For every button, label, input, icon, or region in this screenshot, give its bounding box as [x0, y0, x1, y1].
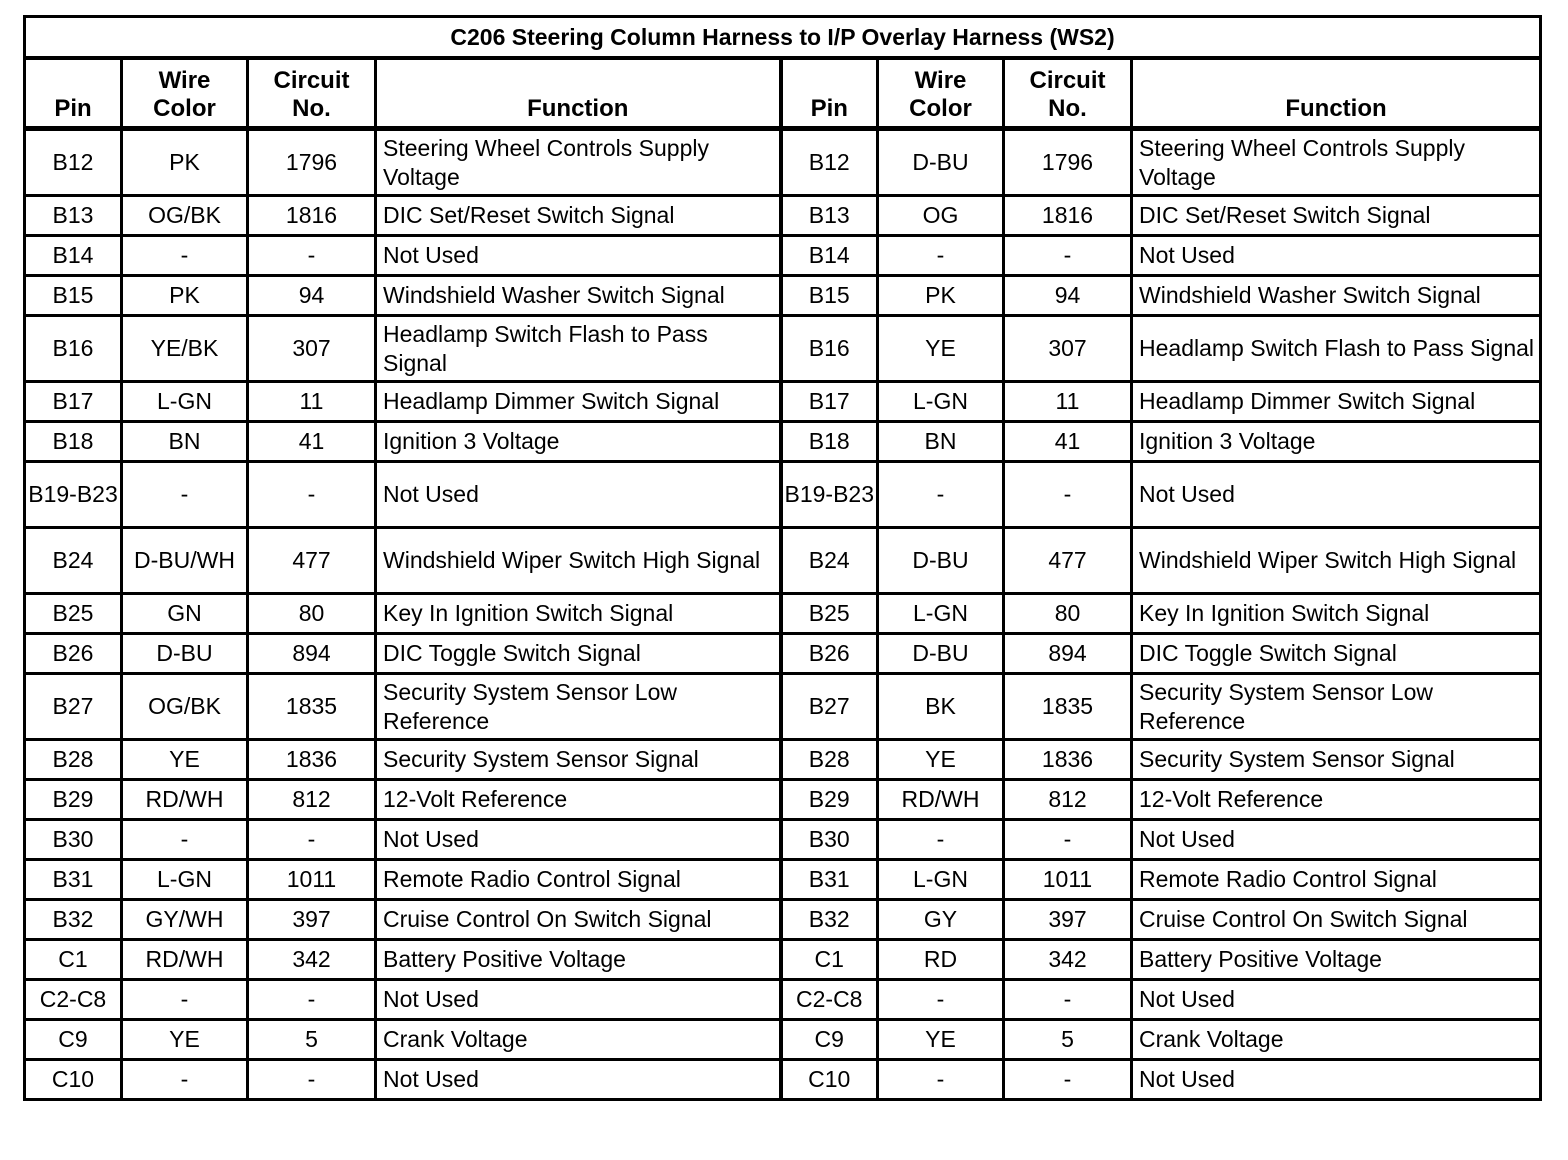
wire-color-cell-right: BK: [878, 674, 1004, 740]
pin-cell-left: B17: [25, 382, 122, 422]
table-row: [25, 276, 1541, 316]
function-cell-right: DIC Set/Reset Switch Signal: [1132, 196, 1541, 236]
circuit-number-cell-left: 80: [248, 594, 376, 634]
function-cell-right: Crank Voltage: [1132, 1020, 1541, 1060]
wire-color-cell-right: L-GN: [878, 860, 1004, 900]
wire-color-cell-right: YE: [878, 1020, 1004, 1060]
circuit-number-cell-right: 1835: [1004, 674, 1132, 740]
function-cell-right: Not Used: [1132, 820, 1541, 860]
pin-cell-right: B28: [781, 740, 878, 780]
table-row: [25, 1020, 1541, 1060]
circuit-number-cell-left: 477: [248, 528, 376, 594]
circuit-number-cell-left: 1816: [248, 196, 376, 236]
pin-cell-left: C2-C8: [25, 980, 122, 1020]
function-cell-left: Not Used: [376, 980, 781, 1020]
wire-color-cell-right: D-BU: [878, 634, 1004, 674]
header-wire-color-left: Wire Color: [122, 58, 248, 129]
wire-color-cell-right: PK: [878, 276, 1004, 316]
pin-cell-right: B26: [781, 634, 878, 674]
circuit-number-cell-right: 477: [1004, 528, 1132, 594]
circuit-number-cell-left: 894: [248, 634, 376, 674]
header-function-right: Function: [1132, 58, 1541, 129]
function-cell-right: Cruise Control On Switch Signal: [1132, 900, 1541, 940]
pin-cell-left: C9: [25, 1020, 122, 1060]
pin-cell-left: B24: [25, 528, 122, 594]
pin-cell-right: B30: [781, 820, 878, 860]
circuit-number-cell-left: 11: [248, 382, 376, 422]
circuit-number-cell-right: -: [1004, 820, 1132, 860]
table-row: [25, 129, 1541, 196]
function-cell-left: Headlamp Switch Flash to Pass Signal: [376, 316, 781, 382]
circuit-number-cell-right: 11: [1004, 382, 1132, 422]
function-cell-right: Headlamp Dimmer Switch Signal: [1132, 382, 1541, 422]
function-cell-left: Cruise Control On Switch Signal: [376, 900, 781, 940]
header-pin-right: Pin: [781, 58, 878, 129]
circuit-number-cell-right: 1796: [1004, 129, 1132, 196]
wire-color-cell-right: GY: [878, 900, 1004, 940]
circuit-number-cell-right: 5: [1004, 1020, 1132, 1060]
header-circuit-left: Circuit No.: [248, 58, 376, 129]
function-cell-left: Headlamp Dimmer Switch Signal: [376, 382, 781, 422]
function-cell-left: Not Used: [376, 820, 781, 860]
pin-cell-left: B32: [25, 900, 122, 940]
circuit-number-cell-left: 1836: [248, 740, 376, 780]
function-cell-left: Ignition 3 Voltage: [376, 422, 781, 462]
wire-color-cell-left: PK: [122, 129, 248, 196]
pin-cell-left: B14: [25, 236, 122, 276]
wire-color-cell-left: L-GN: [122, 860, 248, 900]
table-title: C206 Steering Column Harness to I/P Overlay Harness (WS2): [25, 17, 1541, 59]
wire-color-cell-left: -: [122, 1060, 248, 1100]
table-row: [25, 820, 1541, 860]
circuit-number-cell-right: -: [1004, 462, 1132, 528]
wire-color-cell-right: YE: [878, 740, 1004, 780]
table-row: [25, 740, 1541, 780]
pin-cell-right: B13: [781, 196, 878, 236]
pin-cell-right: B18: [781, 422, 878, 462]
function-cell-left: Battery Positive Voltage: [376, 940, 781, 980]
pin-cell-right: B29: [781, 780, 878, 820]
column-header-row: [25, 58, 1541, 129]
function-cell-left: Security System Sensor Low Reference: [376, 674, 781, 740]
pin-cell-left: B18: [25, 422, 122, 462]
wire-color-cell-right: -: [878, 462, 1004, 528]
function-cell-right: Key In Ignition Switch Signal: [1132, 594, 1541, 634]
table-body: [25, 129, 1541, 1100]
table-row: [25, 980, 1541, 1020]
table-row: [25, 382, 1541, 422]
function-cell-right: Remote Radio Control Signal: [1132, 860, 1541, 900]
circuit-number-cell-right: 80: [1004, 594, 1132, 634]
circuit-number-cell-right: 1011: [1004, 860, 1132, 900]
circuit-number-cell-left: 307: [248, 316, 376, 382]
wire-color-cell-right: OG: [878, 196, 1004, 236]
pin-cell-left: B31: [25, 860, 122, 900]
circuit-number-cell-right: 397: [1004, 900, 1132, 940]
pin-cell-left: B12: [25, 129, 122, 196]
wire-color-cell-right: D-BU: [878, 528, 1004, 594]
pin-cell-left: B13: [25, 196, 122, 236]
pin-cell-right: B32: [781, 900, 878, 940]
pin-cell-left: B30: [25, 820, 122, 860]
table-row: [25, 422, 1541, 462]
pin-cell-right: B25: [781, 594, 878, 634]
table-row: [25, 528, 1541, 594]
pin-cell-right: B16: [781, 316, 878, 382]
table-row: [25, 196, 1541, 236]
wire-color-cell-left: YE: [122, 740, 248, 780]
pin-cell-right: B24: [781, 528, 878, 594]
wire-color-cell-left: YE: [122, 1020, 248, 1060]
circuit-number-cell-left: 94: [248, 276, 376, 316]
wire-color-cell-left: L-GN: [122, 382, 248, 422]
pin-cell-left: C10: [25, 1060, 122, 1100]
function-cell-right: 12-Volt Reference: [1132, 780, 1541, 820]
wire-color-cell-left: D-BU/WH: [122, 528, 248, 594]
circuit-number-cell-right: 307: [1004, 316, 1132, 382]
circuit-number-cell-left: 812: [248, 780, 376, 820]
table-row: [25, 594, 1541, 634]
wire-color-cell-left: OG/BK: [122, 674, 248, 740]
function-cell-left: Security System Sensor Signal: [376, 740, 781, 780]
wire-color-cell-left: RD/WH: [122, 780, 248, 820]
header-wire-color-right: Wire Color: [878, 58, 1004, 129]
table-row: [25, 860, 1541, 900]
function-cell-left: Not Used: [376, 236, 781, 276]
pin-cell-right: C10: [781, 1060, 878, 1100]
wire-color-cell-right: D-BU: [878, 129, 1004, 196]
circuit-number-cell-left: 41: [248, 422, 376, 462]
function-cell-right: Steering Wheel Controls Supply Voltage: [1132, 129, 1541, 196]
function-cell-left: Not Used: [376, 462, 781, 528]
pin-cell-right: B15: [781, 276, 878, 316]
pin-cell-left: B29: [25, 780, 122, 820]
wire-color-cell-left: OG/BK: [122, 196, 248, 236]
circuit-number-cell-right: 94: [1004, 276, 1132, 316]
wire-color-cell-left: GY/WH: [122, 900, 248, 940]
wire-color-cell-left: -: [122, 820, 248, 860]
wire-color-cell-left: YE/BK: [122, 316, 248, 382]
circuit-number-cell-right: 41: [1004, 422, 1132, 462]
function-cell-left: DIC Set/Reset Switch Signal: [376, 196, 781, 236]
pin-cell-right: C2-C8: [781, 980, 878, 1020]
pin-cell-right: B19-B23: [781, 462, 878, 528]
pin-cell-left: B27: [25, 674, 122, 740]
circuit-number-cell-left: -: [248, 820, 376, 860]
circuit-number-cell-left: 397: [248, 900, 376, 940]
pin-cell-left: B15: [25, 276, 122, 316]
function-cell-right: Not Used: [1132, 236, 1541, 276]
function-cell-right: Windshield Washer Switch Signal: [1132, 276, 1541, 316]
table-row: [25, 1060, 1541, 1100]
wire-color-cell-right: YE: [878, 316, 1004, 382]
table-row: [25, 316, 1541, 382]
function-cell-right: Battery Positive Voltage: [1132, 940, 1541, 980]
table-row: [25, 900, 1541, 940]
circuit-number-cell-left: 5: [248, 1020, 376, 1060]
wire-color-cell-left: -: [122, 236, 248, 276]
circuit-number-cell-right: -: [1004, 1060, 1132, 1100]
table-row: [25, 940, 1541, 980]
function-cell-left: 12-Volt Reference: [376, 780, 781, 820]
function-cell-right: Security System Sensor Signal: [1132, 740, 1541, 780]
circuit-number-cell-left: 342: [248, 940, 376, 980]
pin-cell-right: B14: [781, 236, 878, 276]
header-circuit-right: Circuit No.: [1004, 58, 1132, 129]
wire-color-cell-left: BN: [122, 422, 248, 462]
circuit-number-cell-left: 1835: [248, 674, 376, 740]
header-pin-left: Pin: [25, 58, 122, 129]
function-cell-left: DIC Toggle Switch Signal: [376, 634, 781, 674]
table-row: [25, 462, 1541, 528]
circuit-number-cell-right: 342: [1004, 940, 1132, 980]
connector-end-view-table: [23, 15, 1542, 1101]
function-cell-right: DIC Toggle Switch Signal: [1132, 634, 1541, 674]
function-cell-right: Ignition 3 Voltage: [1132, 422, 1541, 462]
circuit-number-cell-left: 1011: [248, 860, 376, 900]
circuit-number-cell-right: -: [1004, 236, 1132, 276]
circuit-number-cell-right: 894: [1004, 634, 1132, 674]
function-cell-left: Key In Ignition Switch Signal: [376, 594, 781, 634]
function-cell-left: Crank Voltage: [376, 1020, 781, 1060]
function-cell-left: Remote Radio Control Signal: [376, 860, 781, 900]
wire-color-cell-right: -: [878, 980, 1004, 1020]
table-row: [25, 634, 1541, 674]
wire-color-cell-right: BN: [878, 422, 1004, 462]
pin-cell-left: B26: [25, 634, 122, 674]
wire-color-cell-right: -: [878, 820, 1004, 860]
table-row: [25, 236, 1541, 276]
pin-cell-left: B25: [25, 594, 122, 634]
circuit-number-cell-left: -: [248, 1060, 376, 1100]
function-cell-left: Not Used: [376, 1060, 781, 1100]
function-cell-right: Not Used: [1132, 980, 1541, 1020]
pin-cell-right: B31: [781, 860, 878, 900]
wire-color-cell-right: L-GN: [878, 382, 1004, 422]
wire-color-cell-right: L-GN: [878, 594, 1004, 634]
pin-cell-right: B17: [781, 382, 878, 422]
pin-cell-right: B12: [781, 129, 878, 196]
function-cell-right: Windshield Wiper Switch High Signal: [1132, 528, 1541, 594]
wire-color-cell-right: -: [878, 236, 1004, 276]
function-cell-left: Windshield Wiper Switch High Signal: [376, 528, 781, 594]
header-function-left: Function: [376, 58, 781, 129]
circuit-number-cell-left: -: [248, 236, 376, 276]
wire-color-cell-left: PK: [122, 276, 248, 316]
function-cell-left: Windshield Washer Switch Signal: [376, 276, 781, 316]
wire-color-cell-right: -: [878, 1060, 1004, 1100]
wire-color-cell-left: -: [122, 462, 248, 528]
wire-color-cell-left: D-BU: [122, 634, 248, 674]
table-title-row: [25, 17, 1541, 59]
circuit-number-cell-right: 1816: [1004, 196, 1132, 236]
table-row: [25, 674, 1541, 740]
pin-cell-right: C1: [781, 940, 878, 980]
pin-cell-right: C9: [781, 1020, 878, 1060]
table-row: [25, 780, 1541, 820]
wire-color-cell-left: -: [122, 980, 248, 1020]
circuit-number-cell-right: 1836: [1004, 740, 1132, 780]
pin-cell-left: B28: [25, 740, 122, 780]
function-cell-right: Not Used: [1132, 1060, 1541, 1100]
circuit-number-cell-left: -: [248, 462, 376, 528]
pin-cell-left: B16: [25, 316, 122, 382]
function-cell-right: Not Used: [1132, 462, 1541, 528]
circuit-number-cell-right: 812: [1004, 780, 1132, 820]
circuit-number-cell-left: 1796: [248, 129, 376, 196]
function-cell-right: Headlamp Switch Flash to Pass Signal: [1132, 316, 1541, 382]
function-cell-right: Security System Sensor Low Reference: [1132, 674, 1541, 740]
wire-color-cell-left: GN: [122, 594, 248, 634]
circuit-number-cell-right: -: [1004, 980, 1132, 1020]
pin-cell-left: C1: [25, 940, 122, 980]
circuit-number-cell-left: -: [248, 980, 376, 1020]
wire-color-cell-right: RD/WH: [878, 780, 1004, 820]
wire-color-cell-right: RD: [878, 940, 1004, 980]
pin-cell-left: B19-B23: [25, 462, 122, 528]
pin-cell-right: B27: [781, 674, 878, 740]
wire-color-cell-left: RD/WH: [122, 940, 248, 980]
function-cell-left: Steering Wheel Controls Supply Voltage: [376, 129, 781, 196]
